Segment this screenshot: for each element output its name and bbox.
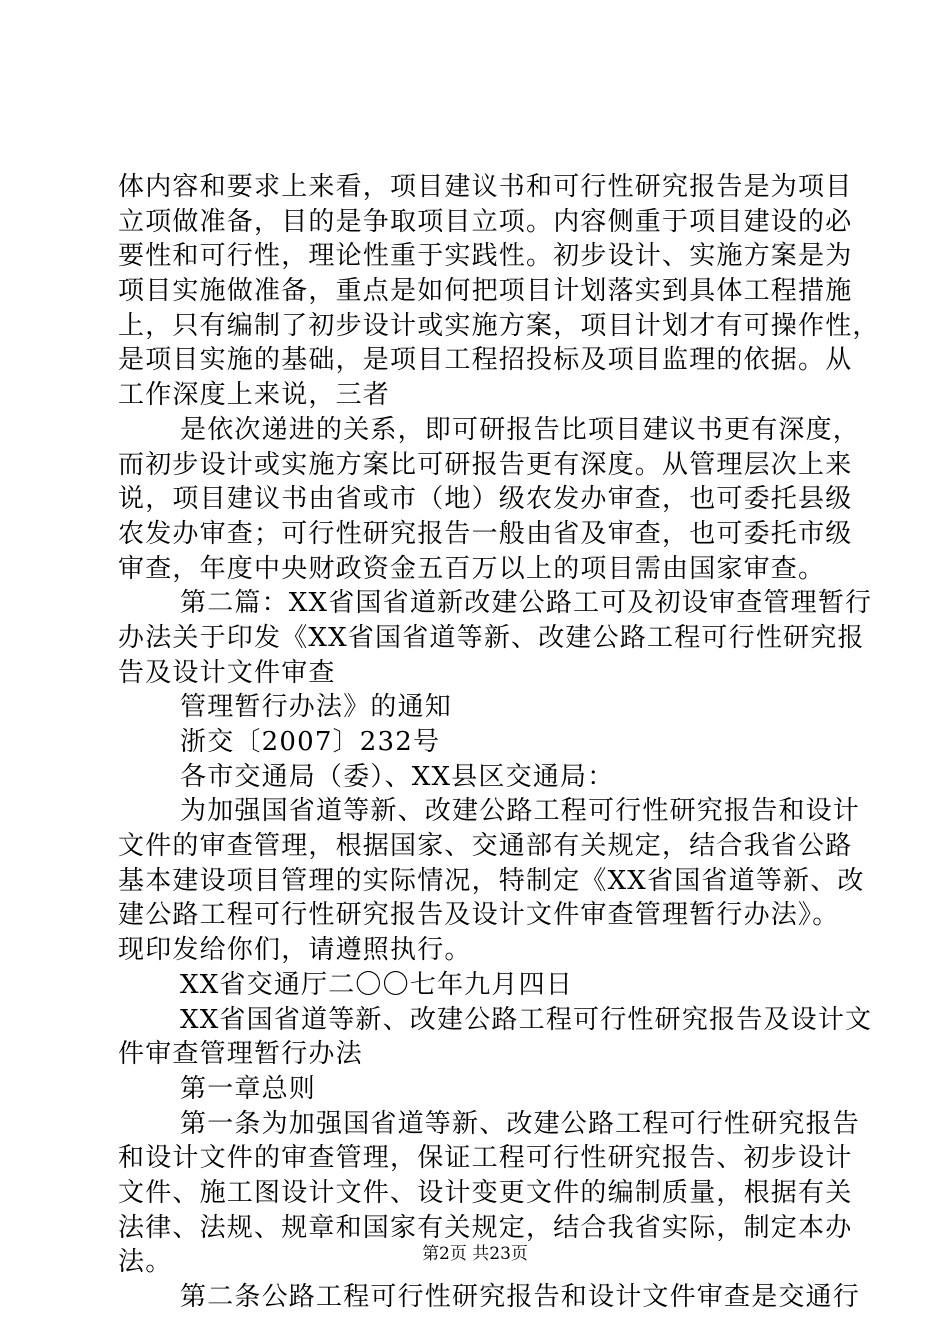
text-line: 说，项目建议书由省或市（地）级农发办审查，也可委托县级 [118, 484, 853, 515]
text-line: 审查，年度中央财政资金五百万以上的项目需由国家审查。 [118, 553, 826, 584]
text-line: 第二条公路工程可行性研究报告和设计文件审查是交通行 [180, 1282, 861, 1312]
text-line: 体内容和要求上来看，项目建议书和可行性研究报告是为项目 [118, 172, 853, 202]
text-line: 各市交通局（委）、XX县区交通局： [180, 761, 615, 792]
text-line: 办法关于印发《XX省国省道等新、改建公路工程可行性研究报 [118, 622, 865, 653]
text-line: XX省交通厅二〇〇七年九月四日 [180, 969, 574, 1000]
text-line: 第一章总则 [180, 1073, 317, 1104]
text-line: 上，只有编制了初步设计或实施方案，项目计划才有可操作性， [118, 310, 880, 341]
text-line: 工作深度上来说，三者 [118, 380, 391, 411]
text-line: 农发办审查；可行性研究报告一般由省及审查，也可委托市级 [118, 518, 853, 549]
text-line: 告及设计文件审查 [118, 657, 336, 688]
text-line: 是依次递进的关系，即可研报告比项目建议书更有深度， [180, 414, 861, 445]
text-line: 管理暂行办法》的通知 [180, 692, 453, 723]
text-line: 第二篇：XX省国省道新改建公路工可及初设审查管理暂行 [180, 588, 873, 619]
page-footer: 第2页 共23页 [422, 1244, 528, 1264]
text-line: 立项做准备，目的是争取项目立项。内容侧重于项目建设的必 [118, 206, 853, 237]
text-line: 文件的审查管理，根据国家、交通部有关规定，结合我省公路 [118, 831, 853, 862]
text-line: 建公路工程可行性研究报告及设计文件审查管理暂行办法》。 [118, 900, 840, 931]
text-line: 法。 [118, 1247, 173, 1278]
text-line: 是项目实施的基础，是项目工程招投标及项目监理的依据。从 [118, 345, 853, 376]
text-line: 现印发给你们，请遵照执行。 [118, 935, 472, 966]
text-line: 而初步设计或实施方案比可研报告更有深度。从管理层次上来 [118, 449, 853, 480]
text-line: 件审查管理暂行办法 [118, 1039, 363, 1070]
text-line: 为加强国省道等新、改建公路工程可行性研究报告和设计 [180, 796, 861, 827]
text-line: 项目实施做准备，重点是如何把项目计划落实到具体工程措施 [118, 276, 853, 307]
text-line: 和设计文件的审查管理，保证工程可行性研究报告、初步设计 [118, 1143, 853, 1174]
text-line: 要性和可行性，理论性重于实践性。初步设计、实施方案是为 [118, 241, 853, 272]
text-line: 第一条为加强国省道等新、改建公路工程可行性研究报告 [180, 1108, 861, 1139]
text-line: 基本建设项目管理的实际情况，特制定《XX省国省道等新、改 [118, 865, 865, 896]
text-line: 文件、施工图设计文件、设计变更文件的编制质量，根据有关 [118, 1177, 853, 1208]
document-body [118, 170, 880, 1315]
text-line: XX省国省道等新、改建公路工程可行性研究报告及设计文 [180, 1004, 873, 1035]
text-line: 法律、法规、规章和国家有关规定，结合我省实际，制定本办 [118, 1212, 853, 1243]
text-line: 浙交〔2007〕232号 [180, 727, 441, 757]
